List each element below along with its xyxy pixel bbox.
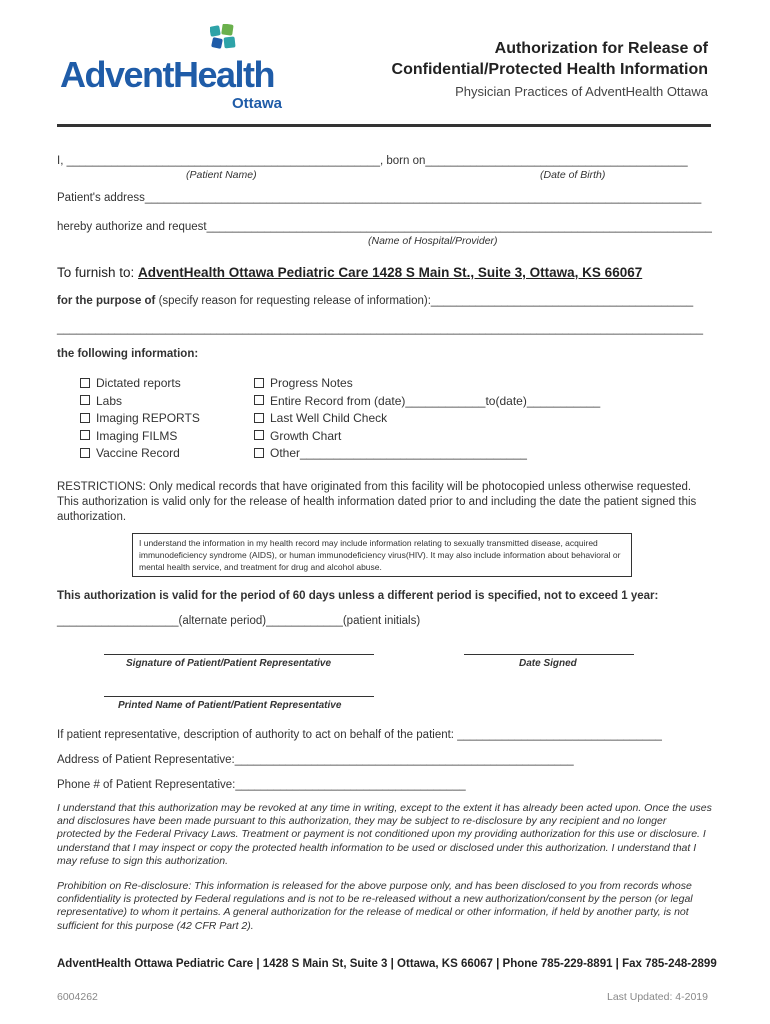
checkbox-icon[interactable] [254,448,264,458]
date-signed-line[interactable] [464,654,634,655]
furnish-label: To furnish to: [57,265,139,280]
header-divider [57,124,711,127]
rep-phone-field[interactable]: Phone # of Patient Representative:____________________________________ [57,779,466,791]
checkbox-icon[interactable] [254,430,264,440]
restrictions-text: RESTRICTIONS: Only medical records that have originated from this facility will be photocopied unless otherwise requested. This authorization is valid only for the release of health information dated prior to and including the date the patient signed this authorization. [57,481,697,523]
adventhealth-logo [60,24,300,114]
checkbox-item[interactable]: Imaging FILMS [80,428,200,446]
checkbox-item[interactable]: Last Well Child Check [254,410,600,428]
patient-address-field[interactable]: Patient's address_______________________________________________________________________________________ [57,192,702,204]
checkbox-item[interactable]: Dictated reports [80,375,200,393]
furnish-value: AdventHealth Ottawa Pediatric Care 1428 S Main St., Suite 3, Ottawa, KS 66067 [138,265,643,280]
purpose-field[interactable] [57,295,693,307]
last-updated: Last Updated: 4-2019 [607,991,708,1003]
checkbox-item[interactable]: Imaging REPORTS [80,410,200,428]
prohibition-text: Prohibition on Re-disclosure: This information is released for the above purpose only, and has been disclosed to you from records whose confidentiality is protected by Federal regulations and is not to be re-released without a new authorization/consent by the person (or legal representative) to whom it pertains. A general authorization for the release of medical or other information, if held by another party, is not sufficient for this purpose (42 CFR Part 2). [57,880,693,932]
checkbox-item[interactable]: Labs [80,393,200,411]
signature-label: Signature of Patient/Patient Representative [126,658,332,669]
dob-hint: (Date of Birth) [540,169,606,181]
checkbox-item[interactable]: Vaccine Record [80,445,200,463]
furnish-to [57,265,642,280]
provider-field[interactable]: hereby authorize and request_______________________________________________________________________________ [57,221,712,233]
checkbox-icon[interactable] [80,395,90,405]
footer-contact: AdventHealth Ottawa Pediatric Care | 1428 S Main St, Suite 3 | Ottawa, KS 66067 | Phone 785-229-8891 | Fax 785-248-2899 [57,958,717,970]
validity-text: This authorization is valid for the period of 60 days unless a different period is specified, not to exceed 1 year: [57,590,659,602]
form-title-line1: Authorization for Release of [494,40,708,57]
checkbox-icon[interactable] [80,448,90,458]
form-number: 6004262 [57,991,98,1003]
printed-name-label: Printed Name of Patient/Patient Representative [118,700,342,711]
checkbox-icon[interactable] [254,378,264,388]
checkbox-item[interactable]: Growth Chart [254,428,600,446]
revocation-text: I understand that this authorization may be revoked at any time in writing, except to the extent it has already been acted upon. Once the uses and disclosures have been made pursuant to this authorization, they may be subject to re-disclosure by any recipient and no longer protected by the Federal Privacy Laws. Treatment or payment is not conditioned upon my providing authorization for this use or disclosure. I understand that I may inspect or copy the protected health information to be used or disclosed under this authorization. I understand that I may refuse to sign this authorization. [57,802,712,867]
purpose-text: (specify reason for requesting release of information):_________________________________________ [155,295,694,307]
checkbox-item[interactable]: Progress Notes [254,375,600,393]
rep-address-field[interactable]: Address of Patient Representative:_____________________________________________________ [57,754,574,766]
checkbox-icon[interactable] [80,413,90,423]
checklist-right [254,375,600,463]
alternate-period-field[interactable]: ___________________(alternate period)____________(patient initials) [57,615,421,627]
disclosure-text: I understand the information in my health record may include information relating to sexually transmitted disease, acquired immunodeficiency syndrome (AIDS), or human immunodeficiency virus(HIV). It may also include information about behavioral or mental health service, and treatment for drug and alcohol abuse. [139,538,621,572]
checkbox-icon[interactable] [254,413,264,423]
checkbox-item[interactable]: Other__________________________________ [254,445,600,463]
logo-wordmark: AdventHealth [60,54,275,95]
checkbox-item[interactable]: Entire Record from (date)____________to(date)___________ [254,393,600,411]
checklist-left [80,375,200,463]
form-title-line2: Confidential/Protected Health Information [391,61,708,78]
logo-location: Ottawa [232,95,283,112]
checkbox-icon[interactable] [254,395,264,405]
checkbox-icon[interactable] [80,430,90,440]
disclosure-box [132,533,632,577]
purpose-field-line2[interactable]: _____________________________________________________________________________________________________ [57,323,703,335]
printed-name-line[interactable] [104,696,374,697]
signature-line[interactable] [104,654,374,655]
provider-hint: (Name of Hospital/Provider) [368,235,498,247]
patient-name-dob-field[interactable]: I, _________________________________________________, born on_________________________________________ [57,155,688,167]
rep-authority-field[interactable]: If patient representative, description of authority to act on behalf of the patient: ________________________________ [57,729,662,741]
logo-squares-icon [210,24,246,54]
checkbox-icon[interactable] [80,378,90,388]
purpose-label: for the purpose of [57,295,156,307]
patient-name-hint: (Patient Name) [186,169,257,181]
date-signed-label: Date Signed [519,658,577,669]
following-info-label: the following information: [57,348,199,360]
form-subtitle: Physician Practices of AdventHealth Ottawa [455,84,708,99]
